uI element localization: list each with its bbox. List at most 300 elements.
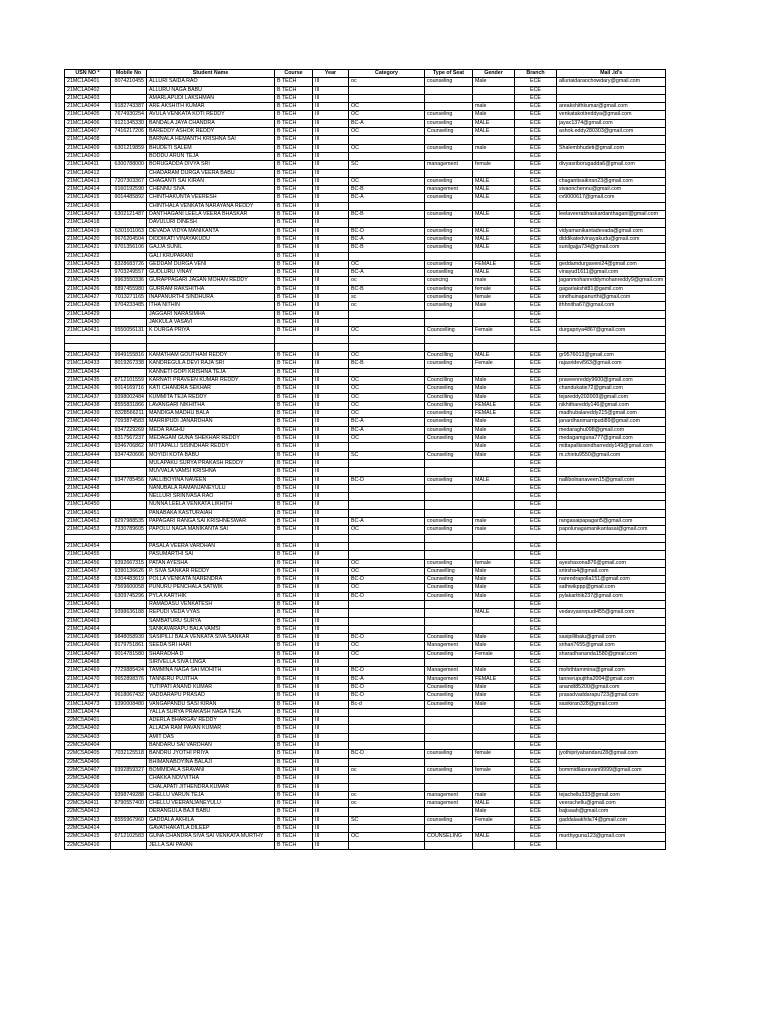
table-cell: Counseling — [425, 576, 473, 584]
table-cell: III — [313, 352, 349, 360]
table-cell: 8297988535 — [111, 518, 147, 526]
table-cell — [425, 708, 473, 716]
table-row — [65, 111, 666, 119]
table-cell: management — [425, 161, 473, 169]
table-cell: ECE — [515, 235, 557, 243]
table-cell: ECE — [515, 791, 557, 799]
header-row — [65, 70, 666, 78]
table-cell — [557, 725, 666, 733]
table-cell: counseling — [425, 294, 473, 302]
table-cell — [349, 717, 425, 725]
table-cell — [111, 219, 147, 227]
table-cell — [425, 335, 473, 343]
table-cell: Male — [473, 435, 515, 443]
table-cell — [349, 169, 425, 177]
table-cell — [473, 343, 515, 351]
table-cell: ECE — [515, 601, 557, 609]
table-cell: 7093874583 — [111, 418, 147, 426]
table-cell — [111, 542, 147, 550]
table-cell: counselling — [425, 269, 473, 277]
table-row — [65, 103, 666, 111]
table-cell: B TECH — [275, 518, 313, 526]
table-cell — [275, 343, 313, 351]
table-cell: B TECH — [275, 567, 313, 575]
table-cell: ALLADA RAM PAVAN KUMAR — [147, 725, 275, 733]
table-cell: POLLA VENKATA NARENDRA — [147, 576, 275, 584]
table-cell: gagarlakshit81@gamil.com — [557, 285, 666, 293]
table-cell — [349, 443, 425, 451]
table-cell — [473, 775, 515, 783]
table-cell: III — [313, 202, 349, 210]
table-cell: 21MC1A0458 — [65, 576, 111, 584]
table-cell: Male — [473, 78, 515, 86]
table-cell: MALE — [473, 609, 515, 617]
table-cell: MALE — [473, 177, 515, 185]
table-cell: Councilling — [425, 393, 473, 401]
table-row — [65, 435, 666, 443]
table-row — [65, 825, 666, 833]
table-cell: 21MC1A0433 — [65, 360, 111, 368]
table-row — [65, 318, 666, 326]
table-cell: male — [473, 277, 515, 285]
table-cell: 22MC5A0414 — [65, 825, 111, 833]
table-cell: III — [313, 601, 349, 609]
table-cell: mittapallisisindharreddy149@gmail.com — [557, 443, 666, 451]
table-cell: III — [313, 592, 349, 600]
table-cell — [473, 318, 515, 326]
table-cell: 8317567237 — [111, 435, 147, 443]
table-cell: B TECH — [275, 576, 313, 584]
table-cell: Counseling — [425, 385, 473, 393]
table-cell: counseling — [425, 235, 473, 243]
table-cell — [425, 625, 473, 633]
table-cell: III — [313, 426, 349, 434]
table-cell: BC-D — [349, 592, 425, 600]
table-cell: MALE — [473, 476, 515, 484]
table-cell: III — [313, 783, 349, 791]
table-cell: B TECH — [275, 111, 313, 119]
table-cell: DIDDIKATI VINAYAKUDU — [147, 235, 275, 243]
table-cell: III — [313, 758, 349, 766]
table-cell: B TECH — [275, 393, 313, 401]
table-cell — [425, 94, 473, 102]
table-cell: ECE — [515, 717, 557, 725]
table-cell: B TECH — [275, 476, 313, 484]
table-cell: 21MC1A0454 — [65, 542, 111, 550]
table-cell: female — [473, 559, 515, 567]
table-cell: GEDDAM DURGA VENI — [147, 260, 275, 268]
table-row — [65, 501, 666, 509]
table-cell: B TECH — [275, 717, 313, 725]
table-cell: ECE — [515, 783, 557, 791]
table-cell: ECE — [515, 252, 557, 260]
table-cell: ECE — [515, 194, 557, 202]
table-cell: male — [473, 518, 515, 526]
table-cell: ECE — [515, 667, 557, 675]
table-cell — [349, 783, 425, 791]
table-row — [65, 542, 666, 550]
table-cell: Male — [473, 642, 515, 650]
table-cell: 21MC1A0419 — [65, 227, 111, 235]
table-cell: ECE — [515, 368, 557, 376]
table-cell: male — [473, 526, 515, 534]
table-cell: vinayud1611@gmail.com — [557, 269, 666, 277]
table-cell — [473, 742, 515, 750]
table-cell: chagantisaikiran23@gmail.com — [557, 177, 666, 185]
table-cell: CHELLU VEERANJANEYULU — [147, 800, 275, 808]
table-cell — [473, 459, 515, 467]
table-cell: counseling — [425, 518, 473, 526]
table-cell — [425, 617, 473, 625]
table-cell: sasikiran328@gmail.com — [557, 700, 666, 708]
table-cell: ECE — [515, 227, 557, 235]
table-cell: ECE — [515, 401, 557, 409]
table-cell — [557, 625, 666, 633]
table-cell: III — [313, 219, 349, 227]
table-cell: 22MC5A0407 — [65, 766, 111, 774]
table-cell: III — [313, 634, 349, 642]
table-cell: GUNA CHANDRA SIVA SAI VENKATA MURTHY — [147, 833, 275, 841]
table-cell: 9618067432 — [111, 692, 147, 700]
table-cell: 22MC5A0402 — [65, 725, 111, 733]
table-cell — [425, 758, 473, 766]
table-cell: III — [313, 451, 349, 459]
table-cell: III — [313, 94, 349, 102]
table-cell: III — [313, 186, 349, 194]
table-cell — [349, 310, 425, 318]
table-cell: B TECH — [275, 202, 313, 210]
table-cell: Female — [473, 360, 515, 368]
table-cell: ECE — [515, 277, 557, 285]
table-cell: ECE — [515, 576, 557, 584]
table-cell: sharadhananda1580@gmail.com — [557, 650, 666, 658]
table-cell: ECE — [515, 119, 557, 127]
table-cell: Male — [473, 418, 515, 426]
table-cell: counseling — [425, 244, 473, 252]
table-cell: B TECH — [275, 484, 313, 492]
table-cell — [349, 202, 425, 210]
table-cell: B TECH — [275, 401, 313, 409]
table-cell — [111, 335, 147, 343]
table-cell: ECE — [515, 841, 557, 849]
table-cell: B TECH — [275, 667, 313, 675]
table-cell — [473, 659, 515, 667]
table-cell: B TECH — [275, 700, 313, 708]
table-cell: counseling — [425, 302, 473, 310]
table-cell: counseling — [425, 418, 473, 426]
table-cell: ECE — [515, 659, 557, 667]
table-cell — [349, 551, 425, 559]
table-cell: III — [313, 733, 349, 741]
table-row — [65, 285, 666, 293]
table-cell — [425, 368, 473, 376]
table-cell — [111, 318, 147, 326]
table-cell: III — [313, 567, 349, 575]
table-cell — [349, 335, 425, 343]
table-cell: 9963550336 — [111, 277, 147, 285]
table-cell: srihari7655@gmail.com — [557, 642, 666, 650]
table-row — [65, 277, 666, 285]
table-cell: MEDAGAM GUNA SHEKHAR REDDY — [147, 435, 275, 443]
table-cell: 7207303367 — [111, 177, 147, 185]
table-cell — [349, 459, 425, 467]
table-row — [65, 401, 666, 409]
table-cell: sasipillibalu@gmail.com — [557, 634, 666, 642]
table-cell — [313, 335, 349, 343]
table-cell: alluriaidaraochowdary@gmail.com — [557, 78, 666, 86]
table-row — [65, 634, 666, 642]
table-cell: ECE — [515, 327, 557, 335]
table-cell: jyothipriyabandaru28@gmail.com — [557, 750, 666, 758]
table-cell — [425, 202, 473, 210]
table-cell: ECE — [515, 634, 557, 642]
table-cell: pylakarthik237@gmail.com — [557, 592, 666, 600]
table-cell: KARNATI PRAVEEN KUMAR REDDY — [147, 376, 275, 384]
table-cell: ECE — [515, 484, 557, 492]
table-cell — [349, 468, 425, 476]
table-cell: B TECH — [275, 152, 313, 160]
table-cell: III — [313, 518, 349, 526]
table-cell: PATAN AYESHA — [147, 559, 275, 567]
table-cell: rangasaipapagari5@gmail.com — [557, 518, 666, 526]
table-cell: 21MC1A0441 — [65, 426, 111, 434]
table-cell: III — [313, 667, 349, 675]
table-cell: III — [313, 235, 349, 243]
table-row — [65, 211, 666, 219]
table-cell: III — [313, 808, 349, 816]
table-cell: JAGGARI NARASIMHA — [147, 310, 275, 318]
table-cell: ECE — [515, 476, 557, 484]
table-cell: 22MC5A0413 — [65, 816, 111, 824]
table-cell: ECE — [515, 609, 557, 617]
table-cell — [147, 343, 275, 351]
table-cell: RAMADASU VENKATESH — [147, 601, 275, 609]
table-cell — [557, 717, 666, 725]
table-cell: ECE — [515, 559, 557, 567]
table-cell: BC-A — [349, 418, 425, 426]
table-cell: sivaonchennu@gmail.com — [557, 186, 666, 194]
table-cell: ECE — [515, 418, 557, 426]
header-cell: USN NO * — [65, 70, 111, 78]
table-cell — [425, 484, 473, 492]
table-cell — [473, 601, 515, 609]
table-cell: jaganmohanreddymohanreddy9@gmail.com — [557, 277, 666, 285]
table-cell: ECE — [515, 103, 557, 111]
table-cell: B TECH — [275, 584, 313, 592]
table-cell — [425, 343, 473, 351]
table-cell: 21MC1A0421 — [65, 244, 111, 252]
table-cell: counseling — [425, 410, 473, 418]
table-cell: ECE — [515, 360, 557, 368]
table-cell: 21MC1A0411 — [65, 161, 111, 169]
table-cell — [349, 733, 425, 741]
table-cell: BC-A — [349, 269, 425, 277]
table-cell: veerachellu@gmail.com — [557, 800, 666, 808]
table-cell: OC — [349, 103, 425, 111]
table-cell — [349, 152, 425, 160]
table-cell: 9121345330 — [111, 119, 147, 127]
table-cell — [557, 368, 666, 376]
table-cell — [557, 534, 666, 542]
table-cell: ECE — [515, 750, 557, 758]
table-row — [65, 335, 666, 343]
table-cell: 21MC1A0439 — [65, 410, 111, 418]
table-cell — [349, 318, 425, 326]
table-cell — [515, 343, 557, 351]
table-cell — [557, 542, 666, 550]
table-cell: MALE — [473, 269, 515, 277]
table-cell — [425, 551, 473, 559]
table-cell — [473, 725, 515, 733]
table-cell: 21MC1A0460 — [65, 592, 111, 600]
table-cell: 6309745296 — [111, 592, 147, 600]
table-row — [65, 700, 666, 708]
table-cell: ECE — [515, 775, 557, 783]
table-cell: Male — [473, 443, 515, 451]
table-cell — [349, 775, 425, 783]
table-cell: ECE — [515, 385, 557, 393]
table-cell: III — [313, 310, 349, 318]
table-row — [65, 343, 666, 351]
table-row — [65, 94, 666, 102]
table-cell: counseling — [425, 177, 473, 185]
table-cell — [425, 725, 473, 733]
table-cell — [349, 609, 425, 617]
table-cell: Councelling — [425, 327, 473, 335]
table-cell — [425, 310, 473, 318]
table-cell: B TECH — [275, 675, 313, 683]
table-cell: Councilling — [425, 376, 473, 384]
table-cell — [425, 717, 473, 725]
table-cell: MALE — [473, 186, 515, 194]
table-cell — [111, 202, 147, 210]
table-cell — [147, 335, 275, 343]
table-cell: ECE — [515, 285, 557, 293]
table-cell: B TECH — [275, 294, 313, 302]
table-cell — [349, 742, 425, 750]
table-cell — [349, 219, 425, 227]
table-cell: Councilling — [425, 401, 473, 409]
table-cell — [349, 493, 425, 501]
table-cell: PANABAKA KASTURAIAH — [147, 509, 275, 517]
table-cell: ECE — [515, 766, 557, 774]
table-cell: III — [313, 542, 349, 550]
table-cell — [349, 484, 425, 492]
table-cell: III — [313, 103, 349, 111]
table-cell — [473, 825, 515, 833]
table-cell: B TECH — [275, 252, 313, 260]
table-cell: Counseling — [425, 650, 473, 658]
table-row — [65, 186, 666, 194]
table-row — [65, 841, 666, 849]
table-cell: B TECH — [275, 119, 313, 127]
table-cell: 8328683726 — [111, 260, 147, 268]
table-cell: OC — [349, 385, 425, 393]
table-cell: B TECH — [275, 493, 313, 501]
table-cell: 9014169716 — [111, 385, 147, 393]
table-cell — [515, 534, 557, 542]
table-cell: III — [313, 136, 349, 144]
table-cell: III — [313, 609, 349, 617]
table-cell — [473, 252, 515, 260]
table-cell: CHINTHAKUNTA VEERESH — [147, 194, 275, 202]
table-cell: B TECH — [275, 634, 313, 642]
table-cell: NELLURI SRINIVASA RAO — [147, 493, 275, 501]
table-cell: ECE — [515, 451, 557, 459]
table-cell: III — [313, 269, 349, 277]
table-cell: 21MC1A0445 — [65, 459, 111, 467]
table-cell: III — [313, 318, 349, 326]
table-cell: B TECH — [275, 833, 313, 841]
table-row — [65, 584, 666, 592]
table-cell: counseling — [425, 476, 473, 484]
table-cell: SAMBATURU SURYA — [147, 617, 275, 625]
table-cell: B TECH — [275, 219, 313, 227]
table-cell: sathwikppp@gmail.com — [557, 584, 666, 592]
table-cell: 6300788000 — [111, 161, 147, 169]
table-cell: OC — [349, 111, 425, 119]
table-cell: ECE — [515, 302, 557, 310]
table-cell: Male — [473, 393, 515, 401]
table-cell: ECE — [515, 435, 557, 443]
table-cell: Counseling — [425, 692, 473, 700]
table-cell: sunilgajja734@gmail.com — [557, 244, 666, 252]
table-cell: Management — [425, 675, 473, 683]
table-cell: B TECH — [275, 451, 313, 459]
table-cell: OC — [349, 327, 425, 335]
table-cell: 9398636188 — [111, 609, 147, 617]
table-cell: gr9576013@gmail.com — [557, 352, 666, 360]
table-cell: III — [313, 368, 349, 376]
table-row — [65, 659, 666, 667]
table-cell: YALLA SURYA PRAKASH NAGA TEJA — [147, 708, 275, 716]
table-row — [65, 675, 666, 683]
table-cell: 22MC5A0405 — [65, 750, 111, 758]
table-cell: 21MC1A0418 — [65, 219, 111, 227]
table-cell: 21MC1A0435 — [65, 376, 111, 384]
table-cell: Male — [473, 376, 515, 384]
table-cell: III — [313, 435, 349, 443]
header-cell: Course — [275, 70, 313, 78]
table-cell: sriirsha4@gmail.com — [557, 567, 666, 575]
table-cell — [557, 758, 666, 766]
table-row — [65, 78, 666, 86]
table-cell: MITTAPALLI SISINDHAR REDDY — [147, 443, 275, 451]
table-cell: 9848058930 — [111, 634, 147, 642]
table-cell: B TECH — [275, 161, 313, 169]
table-cell: ECE — [515, 310, 557, 318]
table-cell: III — [313, 86, 349, 94]
table-cell: GADDALA AKHILA — [147, 816, 275, 824]
table-cell: Female — [473, 816, 515, 824]
table-cell: 21MC1A0422 — [65, 252, 111, 260]
table-row — [65, 385, 666, 393]
table-cell: ECE — [515, 86, 557, 94]
table-cell: ECE — [515, 808, 557, 816]
table-cell — [473, 758, 515, 766]
table-row — [65, 376, 666, 384]
table-cell: B TECH — [275, 360, 313, 368]
table-row — [65, 808, 666, 816]
table-cell: MALE — [473, 194, 515, 202]
table-cell: ECE — [515, 94, 557, 102]
table-cell: Male — [473, 634, 515, 642]
table-cell: B TECH — [275, 177, 313, 185]
table-cell: 21MC1A0434 — [65, 368, 111, 376]
table-cell: 22MC5A0409 — [65, 783, 111, 791]
table-cell: ECE — [515, 758, 557, 766]
table-cell: ECE — [515, 551, 557, 559]
